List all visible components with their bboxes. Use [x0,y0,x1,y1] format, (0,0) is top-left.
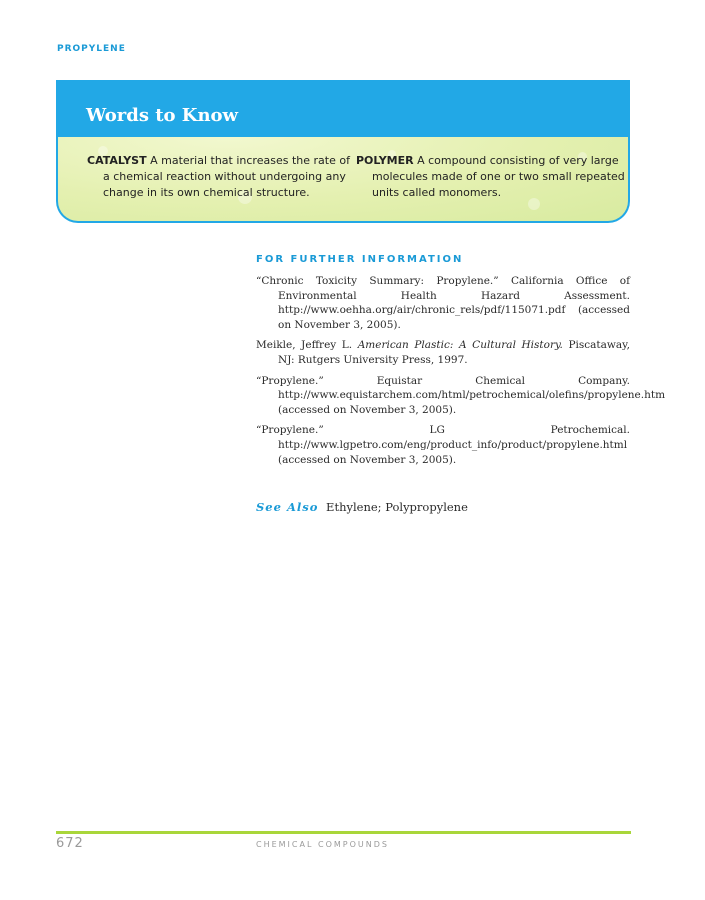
reference-item: “Propylene.” LG Petrochemical. http://www.lgpetro.com/eng/product_info/product/propylene.html (accessed on November 3, 2005). [256,424,630,466]
words-to-know-title: Words to Know [86,105,239,126]
further-information-heading: FOR FURTHER INFORMATION [256,254,464,265]
see-also-label: See Also [256,500,319,514]
words-to-know-header [58,80,628,137]
reference-list [256,274,666,473]
term-polymer [356,153,630,201]
reference-item: “Propylene.” Equistar Chemical Company. http://www.equistarchem.com/html/petrochemical/olefins/propylene.htm (accessed on November 3, 2005). [256,374,666,416]
term-definition: A material that increases the rate of a chemical reaction without undergoing any change in its own chemical structure. [103,154,350,199]
footer-rule [56,831,631,834]
reference-item [256,338,630,367]
words-to-know-box [56,80,630,223]
page-number: 672 [56,836,84,851]
running-head: PROPYLENE [57,44,126,54]
term-label: POLYMER [356,154,414,167]
reference-publisher: Piscataway, NJ: Rutgers University Press, 1997. [278,339,630,366]
term-definition: A compound consisting of very large molecules made of one or two small repeated units called monomers. [372,154,625,199]
footer-book-title: CHEMICAL COMPOUNDS [256,840,389,849]
see-also [256,500,468,514]
reference-book-title: American Plastic: A Cultural History. [357,339,563,352]
see-also-items[interactable]: Ethylene; Polypropylene [326,500,468,514]
reference-author: Meikle, Jeffrey L. [256,339,358,352]
term-label: CATALYST [87,154,147,167]
term-catalyst [87,153,359,201]
reference-item: “Chronic Toxicity Summary: Propylene.” California Office of Environmental Health Hazard Assessment. http://www.oehha.org/air/chronic_rels/pdf/115071.pdf (accessed on November 3, 2005). [256,275,630,331]
